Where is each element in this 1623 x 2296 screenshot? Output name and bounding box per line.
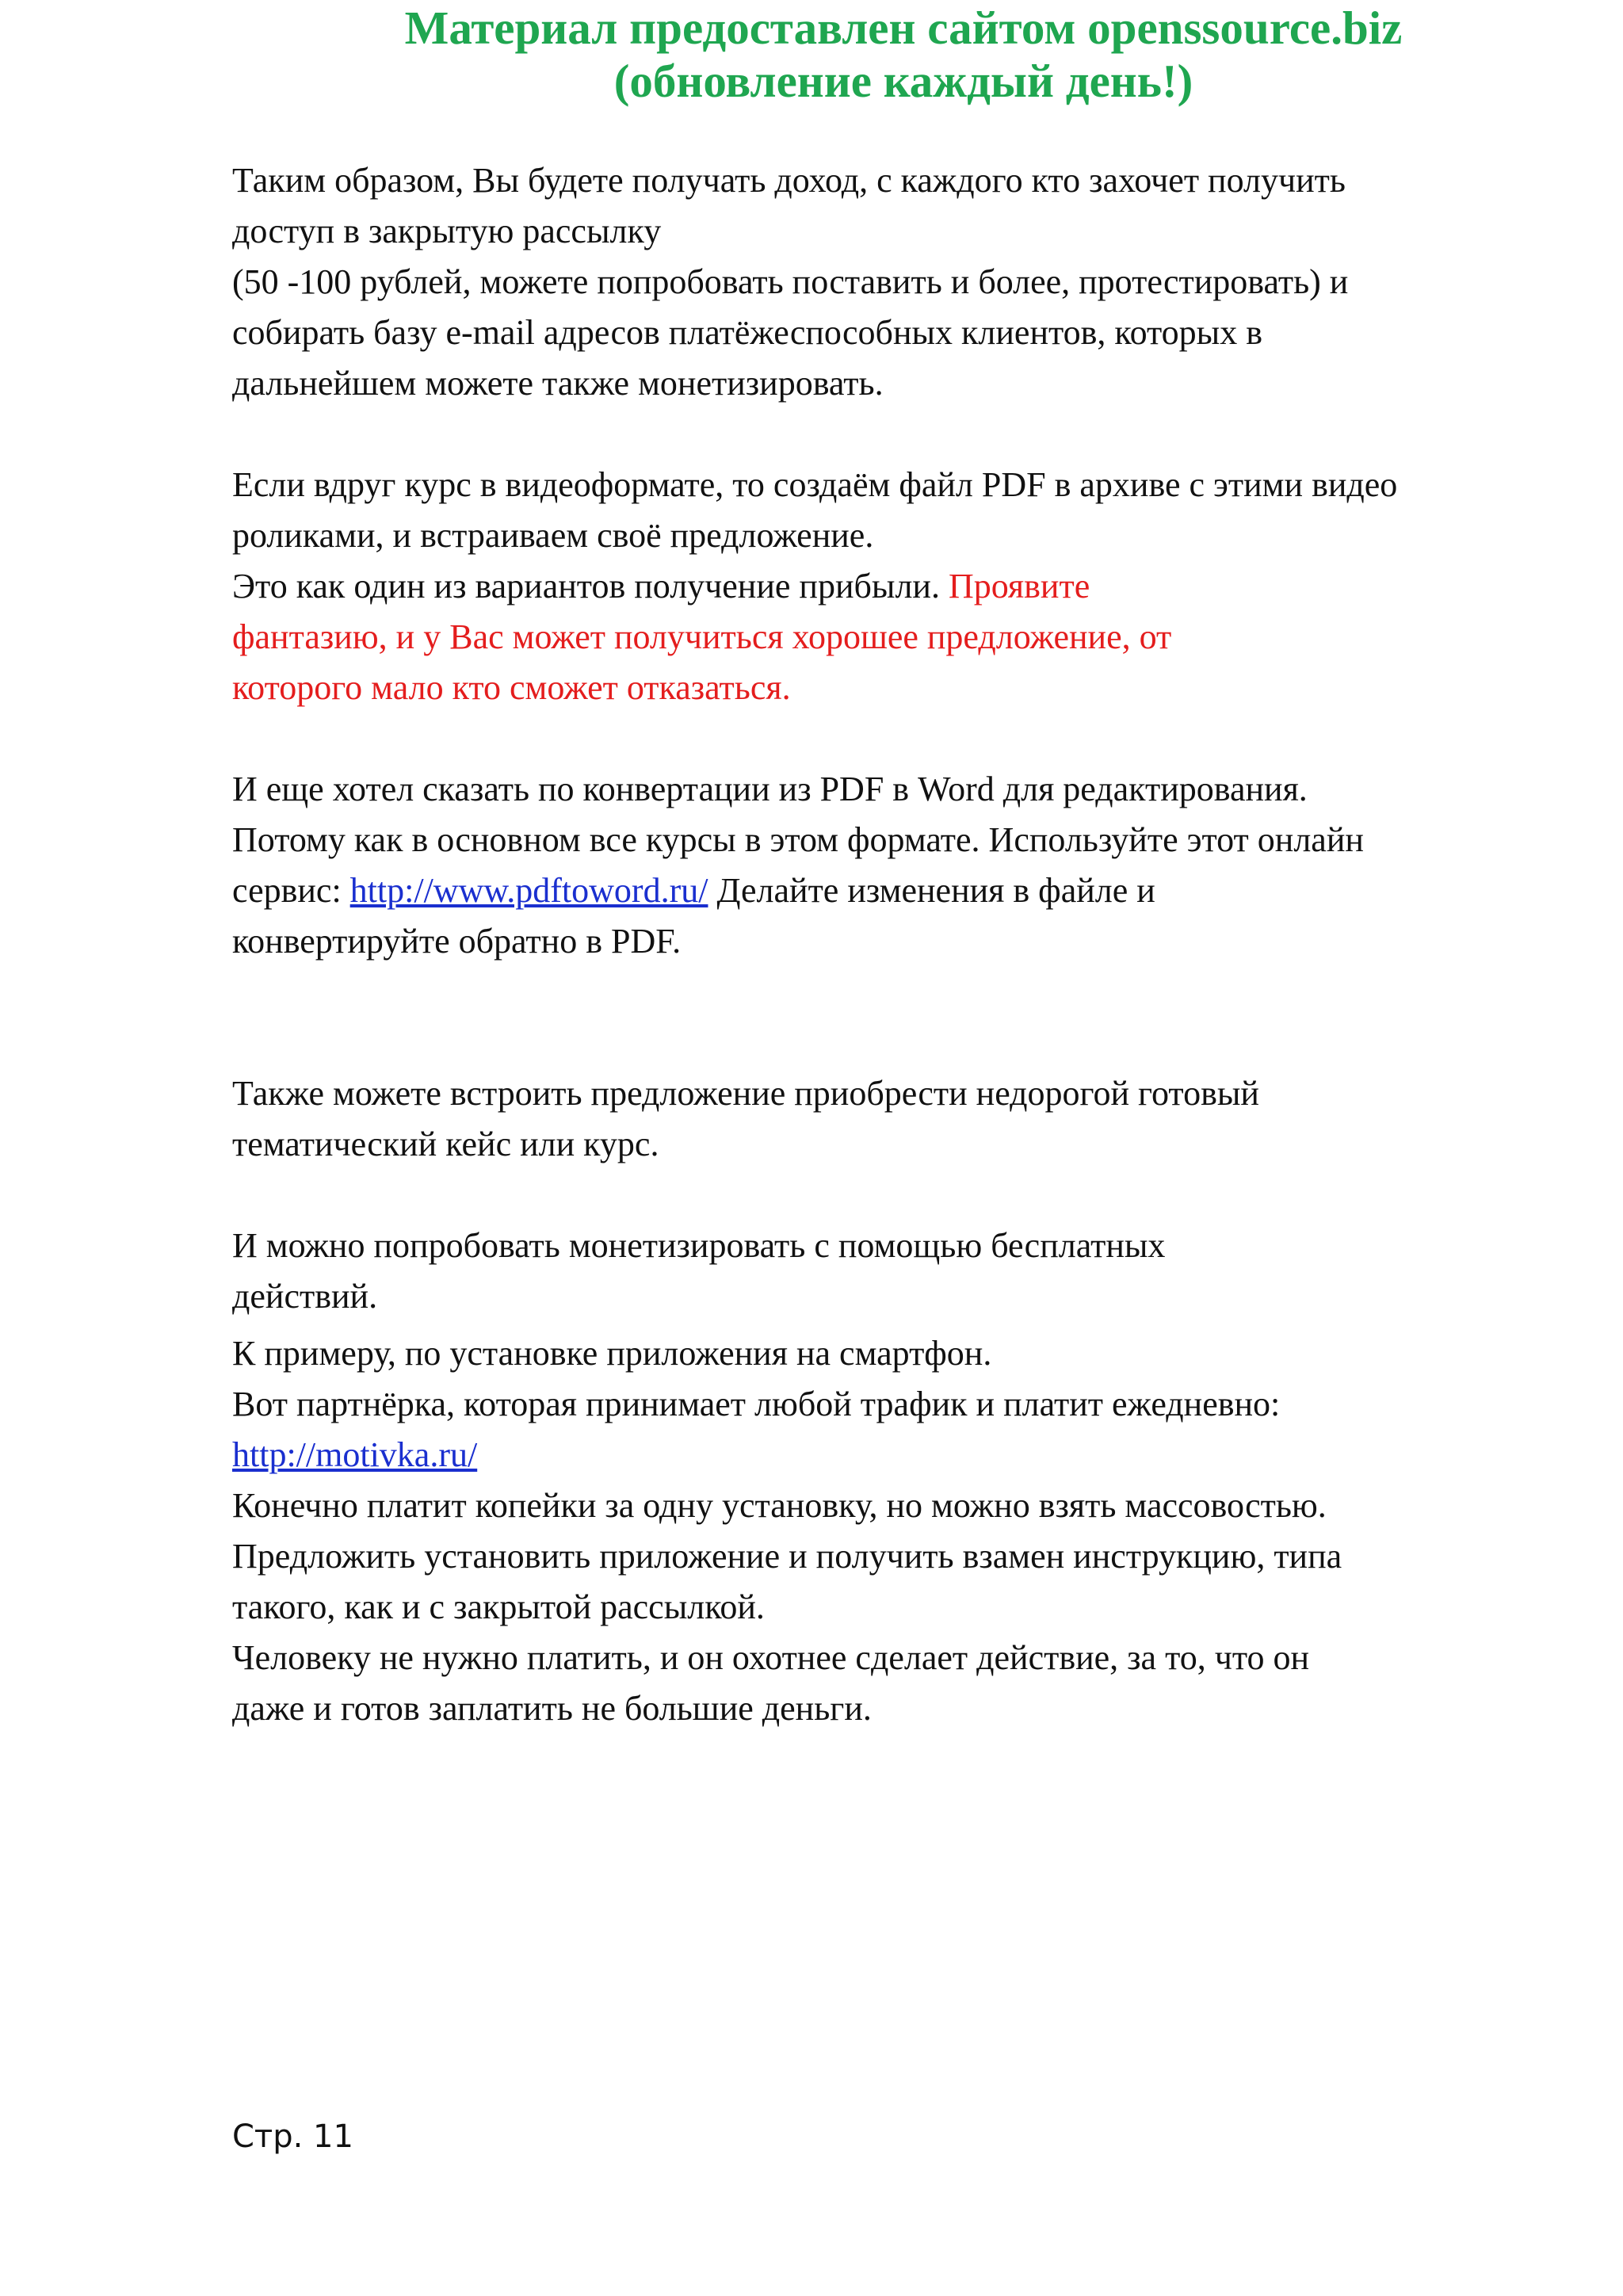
text-line: (50 -100 рублей, можете попробовать поставить и более, протестировать) и xyxy=(232,262,1349,301)
text-fragment: сервис: xyxy=(232,871,350,910)
text-line xyxy=(232,561,1548,612)
text-line: И еще хотел сказать по конвертации из PDF в Word для редактирования. xyxy=(232,770,1308,808)
text-line: Также можете встроить предложение приобрести недорогой готовый xyxy=(232,1074,1259,1113)
text-line xyxy=(232,865,1548,916)
paragraph-free-actions xyxy=(232,1221,1548,1734)
text-line: доступ в закрытую рассылку xyxy=(232,212,662,250)
paragraph-income xyxy=(232,155,1548,409)
text-line: Таким образом, Вы будете получать доход, с каждого кто захочет получить xyxy=(232,161,1346,200)
text-line: Человеку не нужно платить, и он охотнее сделает действие, за то, что он xyxy=(232,1638,1310,1677)
text-line: собирать базу e-mail адресов платёжеспособных клиентов, которых в xyxy=(232,313,1262,352)
page-number: Стр. 11 xyxy=(232,2118,353,2155)
text-line: дальнейшем можете также монетизировать. xyxy=(232,364,884,403)
text-line: конвертируйте обратно в PDF. xyxy=(232,922,682,961)
text-line: даже и готов заплатить не большие деньги. xyxy=(232,1689,872,1728)
text-line: Конечно платит копейки за одну установку, но можно взять массовостью. xyxy=(232,1486,1327,1525)
page-body xyxy=(232,155,1548,1734)
text-line xyxy=(232,1430,1548,1480)
text-line: роликами, и встраиваем своё предложение. xyxy=(232,516,874,555)
highlight-text: которого мало кто сможет отказаться. xyxy=(232,668,791,707)
text-fragment: Делайте изменения в файле и xyxy=(708,871,1155,910)
highlight-text: Проявите xyxy=(948,567,1090,606)
text-line: тематический кейс или курс. xyxy=(232,1125,659,1163)
banner-line-1: Материал предоставлен сайтом openssource.biz xyxy=(404,2,1403,54)
text-line: Если вдруг курс в видеоформате, то создаём файл PDF в архиве с этими видео xyxy=(232,465,1398,504)
paragraph-pdf-conversion xyxy=(232,764,1548,967)
highlight-text: фантазию, и у Вас может получиться хорошее предложение, от xyxy=(232,617,1172,656)
text-line: Предложить установить приложение и получить взамен инструкцию, типа xyxy=(232,1537,1342,1576)
motivka-link[interactable]: http://motivka.ru/ xyxy=(232,1435,478,1474)
text-line: К примеру, по установке приложения на смартфон. xyxy=(232,1334,992,1373)
text-line: Вот партнёрка, которая принимает любой трафик и платит ежедневно: xyxy=(232,1385,1281,1423)
paragraph-video-format xyxy=(232,460,1548,713)
text-line: действий. xyxy=(232,1277,378,1316)
pdftoword-link[interactable]: http://www.pdftoword.ru/ xyxy=(349,871,708,910)
text-fragment: Это как один из вариантов получение прибыли. xyxy=(232,567,949,606)
text-line: такого, как и с закрытой рассылкой. xyxy=(232,1587,765,1626)
paragraph-case-offer xyxy=(232,1068,1548,1170)
site-banner xyxy=(301,2,1506,108)
banner-line-2: (обновление каждый день!) xyxy=(613,55,1193,107)
text-line: Потому как в основном все курсы в этом формате. Используйте этот онлайн xyxy=(232,820,1364,859)
text-line: И можно попробовать монетизировать с помощью бесплатных xyxy=(232,1226,1166,1265)
